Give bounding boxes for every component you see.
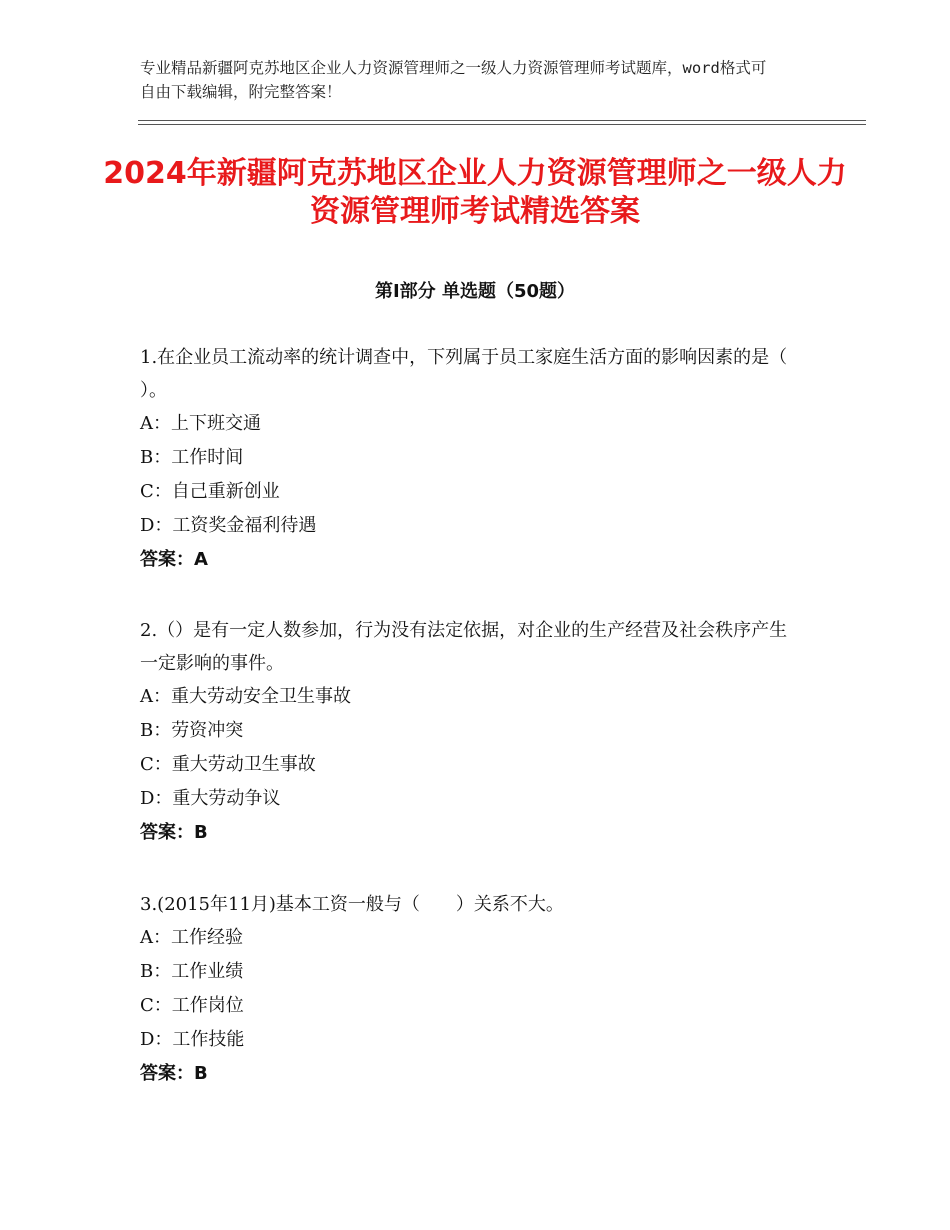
option-b: B：工作时间 [140,447,244,468]
option-c: C：重大劳动卫生事故 [140,754,316,775]
option-c: C：工作岗位 [140,995,244,1016]
answer-label: 答案：B [140,822,208,843]
option-a: A：工作经验 [140,927,243,948]
option-b: B：工作业绩 [140,961,244,982]
question-stem: 1.在企业员工流动率的统计调查中，下列属于员工家庭生活方面的影响因素的是（ ）。 [140,347,788,401]
answer-label: 答案：B [140,1063,208,1084]
option-b: B：劳资冲突 [140,720,244,741]
option-a: A：上下班交通 [140,413,261,434]
option-d: D：工作技能 [140,1029,245,1050]
header-divider-secondary [138,124,866,125]
option-d: D：重大劳动争议 [140,788,281,809]
question-2 [140,614,800,850]
document-title: 2024年新疆阿克苏地区企业人力资源管理师之一级人力资源管理师考试精选答案 [103,156,847,229]
section-heading: 第Ⅰ部分 单选题（50题） [374,281,575,302]
header-divider [138,120,866,121]
question-3 [140,888,800,1091]
option-a: A：重大劳动安全卫生事故 [140,686,351,707]
answer-label: 答案：A [140,549,208,570]
option-c: C：自己重新创业 [140,481,280,502]
option-d: D：工资奖金福利待遇 [140,515,317,536]
question-1 [140,341,800,577]
question-stem: 2.（）是有一定人数参加，行为没有法定依据，对企业的生产经营及社会秩序产生一定影响的事件。 [140,620,788,674]
question-stem: 3.(2015年11月)基本工资一般与（ ）关系不大。 [140,894,564,915]
header-note: 专业精品新疆阿克苏地区企业人力资源管理师之一级人力资源管理师考试题库，word格式可自由下载编辑，附完整答案！ [140,59,767,101]
